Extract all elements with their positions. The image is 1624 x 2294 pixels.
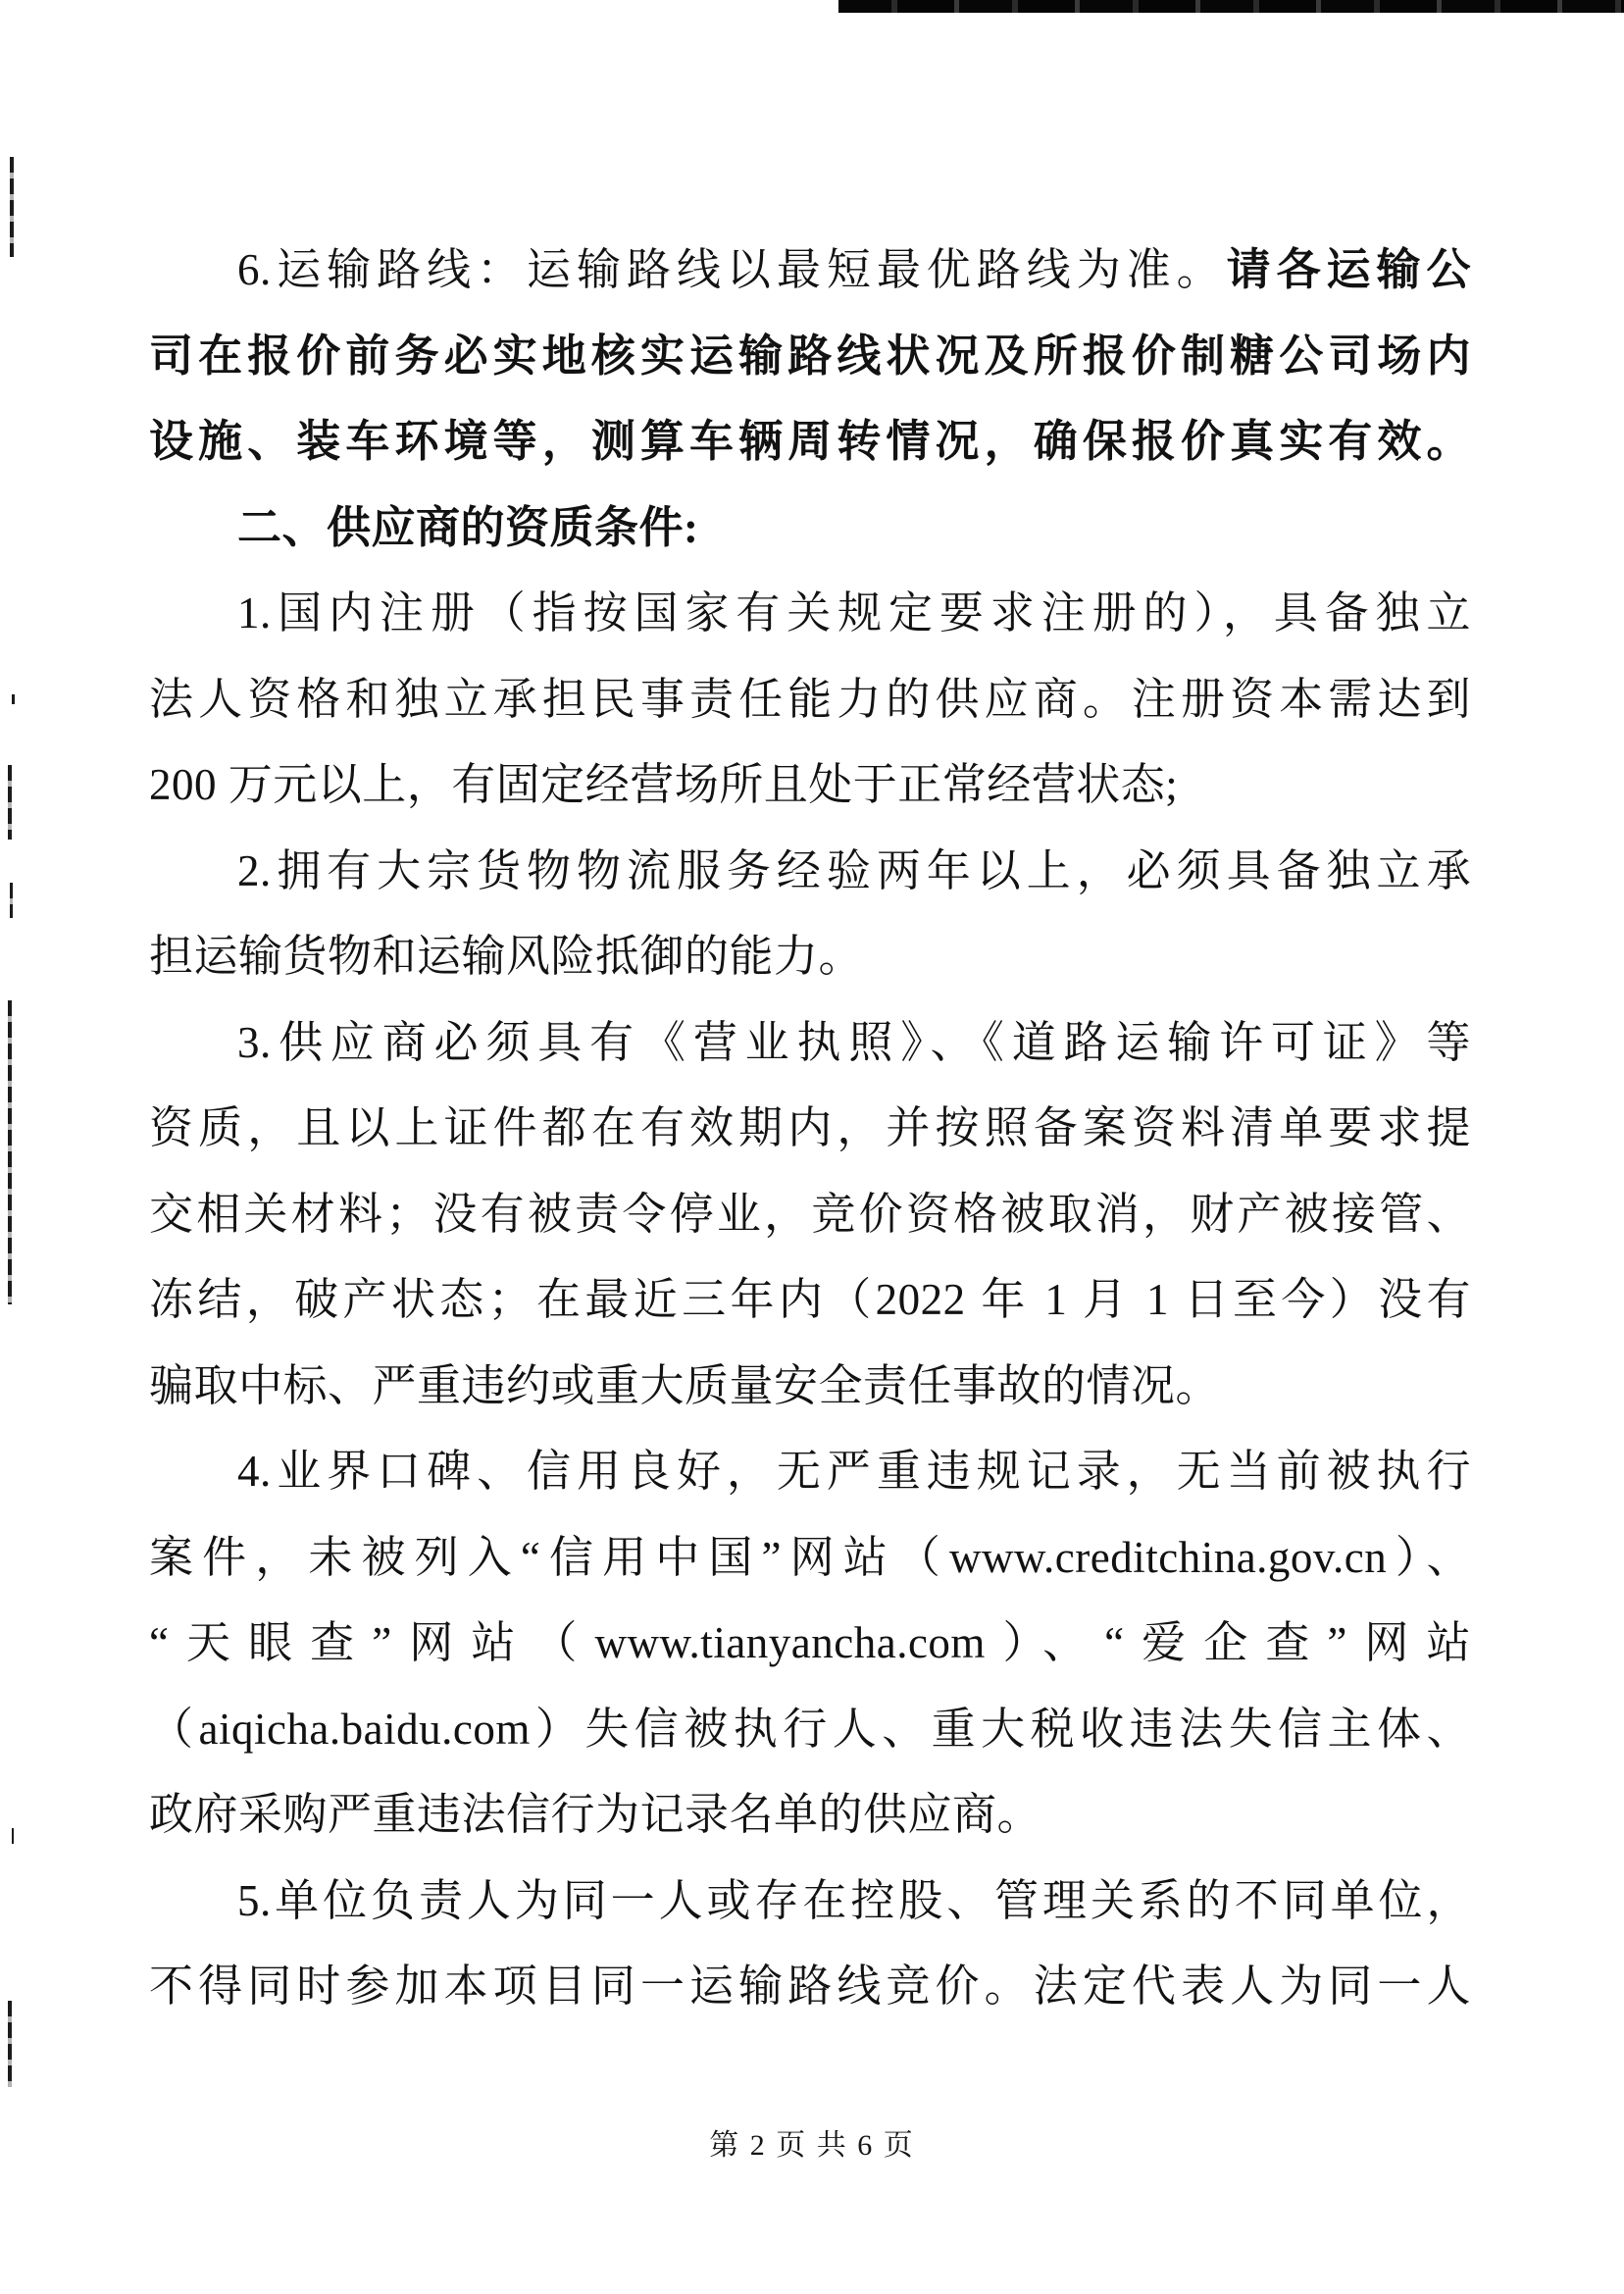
- text-line: [149, 228, 1471, 314]
- scan-artifact-left: [8, 2001, 12, 2087]
- text-line: [149, 914, 1471, 1000]
- bold-text-segment: 请各运输公: [1226, 245, 1471, 294]
- text-line: [149, 1257, 1471, 1344]
- text-line: [149, 1172, 1471, 1258]
- text-segment: 6.运输路线：运输路线以最短最优路线为准。: [237, 245, 1227, 294]
- text-segment: 3.供应商必须具有《营业执照》、《道路运输许可证》等: [237, 1017, 1471, 1067]
- scan-smudge-top: [838, 0, 1624, 13]
- text-segment: （aiqicha.baidu.com）失信被执行人、重大税收违法失信主体、: [149, 1704, 1471, 1754]
- text-line: [149, 657, 1471, 743]
- text-line: [149, 1859, 1471, 1945]
- text-segment: 案件，未被列入“信用中国”网站（www.creditchina.gov.cn）、: [149, 1532, 1471, 1582]
- text-line: [149, 399, 1471, 485]
- text-segment: 冻结，破产状态；在最近三年内（2022 年 1 月 1 日至今）没有: [149, 1275, 1471, 1324]
- text-segment: 2.拥有大宗货物物流服务经验两年以上，必须具备独立承: [237, 845, 1471, 895]
- text-segment: “天眼查”网站（www.tianyancha.com）、“爱企查”网站: [149, 1618, 1471, 1667]
- bold-text-segment: 二、供应商的资质条件:: [237, 502, 699, 552]
- text-line: [149, 571, 1471, 657]
- text-segment: 交相关材料；没有被责令停业，竞价资格被取消，财产被接管、: [149, 1189, 1471, 1239]
- text-segment: 资质，且以上证件都在有效期内，并按照备案资料清单要求提: [149, 1103, 1471, 1152]
- text-line: [149, 314, 1471, 400]
- text-line: [149, 742, 1471, 829]
- text-segment: 200 万元以上，有固定经营场所且处于正常经营状态;: [149, 760, 1179, 809]
- text-segment: 4.业界口碑、信用良好，无严重违规记录，无当前被执行: [237, 1447, 1471, 1496]
- scan-artifact-left: [12, 694, 15, 704]
- scan-artifact-left: [10, 157, 14, 257]
- text-block: [149, 228, 1471, 2030]
- text-line: [149, 829, 1471, 915]
- text-segment: 骗取中标、严重违约或重大质量安全责任事故的情况。: [149, 1360, 1221, 1410]
- text-segment: 1.国内注册（指按国家有关规定要求注册的），具备独立: [237, 588, 1471, 637]
- text-line: [149, 1515, 1471, 1602]
- bold-text-segment: 司在报价前务必实地核实运输路线状况及所报价制糖公司场内: [149, 331, 1471, 381]
- scan-artifact-left: [8, 1000, 12, 1304]
- bold-text-segment: 设施、装车环境等，测算车辆周转情况，确保报价真实有效。: [149, 417, 1471, 466]
- scan-artifact-left: [8, 765, 12, 840]
- text-segment: 法人资格和独立承担民事责任能力的供应商。注册资本需达到: [149, 674, 1471, 724]
- text-line: [149, 1772, 1471, 1859]
- text-segment: 5.单位负责人为同一人或存在控股、管理关系的不同单位，: [237, 1875, 1471, 1925]
- scan-artifact-left: [10, 883, 13, 918]
- text-line: [149, 1086, 1471, 1172]
- text-segment: 政府采购严重违法信行为记录名单的供应商。: [149, 1790, 1042, 1839]
- text-line: [149, 1344, 1471, 1430]
- text-line: [149, 1000, 1471, 1087]
- text-line: [149, 1601, 1471, 1687]
- text-segment: 不得同时参加本项目同一运输路线竞价。法定代表人为同一人: [149, 1962, 1471, 2011]
- text-line: [149, 485, 1471, 572]
- text-line: [149, 1687, 1471, 1773]
- scan-artifact-left: [12, 1828, 14, 1844]
- text-line: [149, 1429, 1471, 1515]
- text-segment: 担运输货物和运输风险抵御的能力。: [149, 932, 864, 981]
- page-number-footer: 第 2 页 共 6 页: [709, 2129, 915, 2162]
- text-line: [149, 1944, 1471, 2030]
